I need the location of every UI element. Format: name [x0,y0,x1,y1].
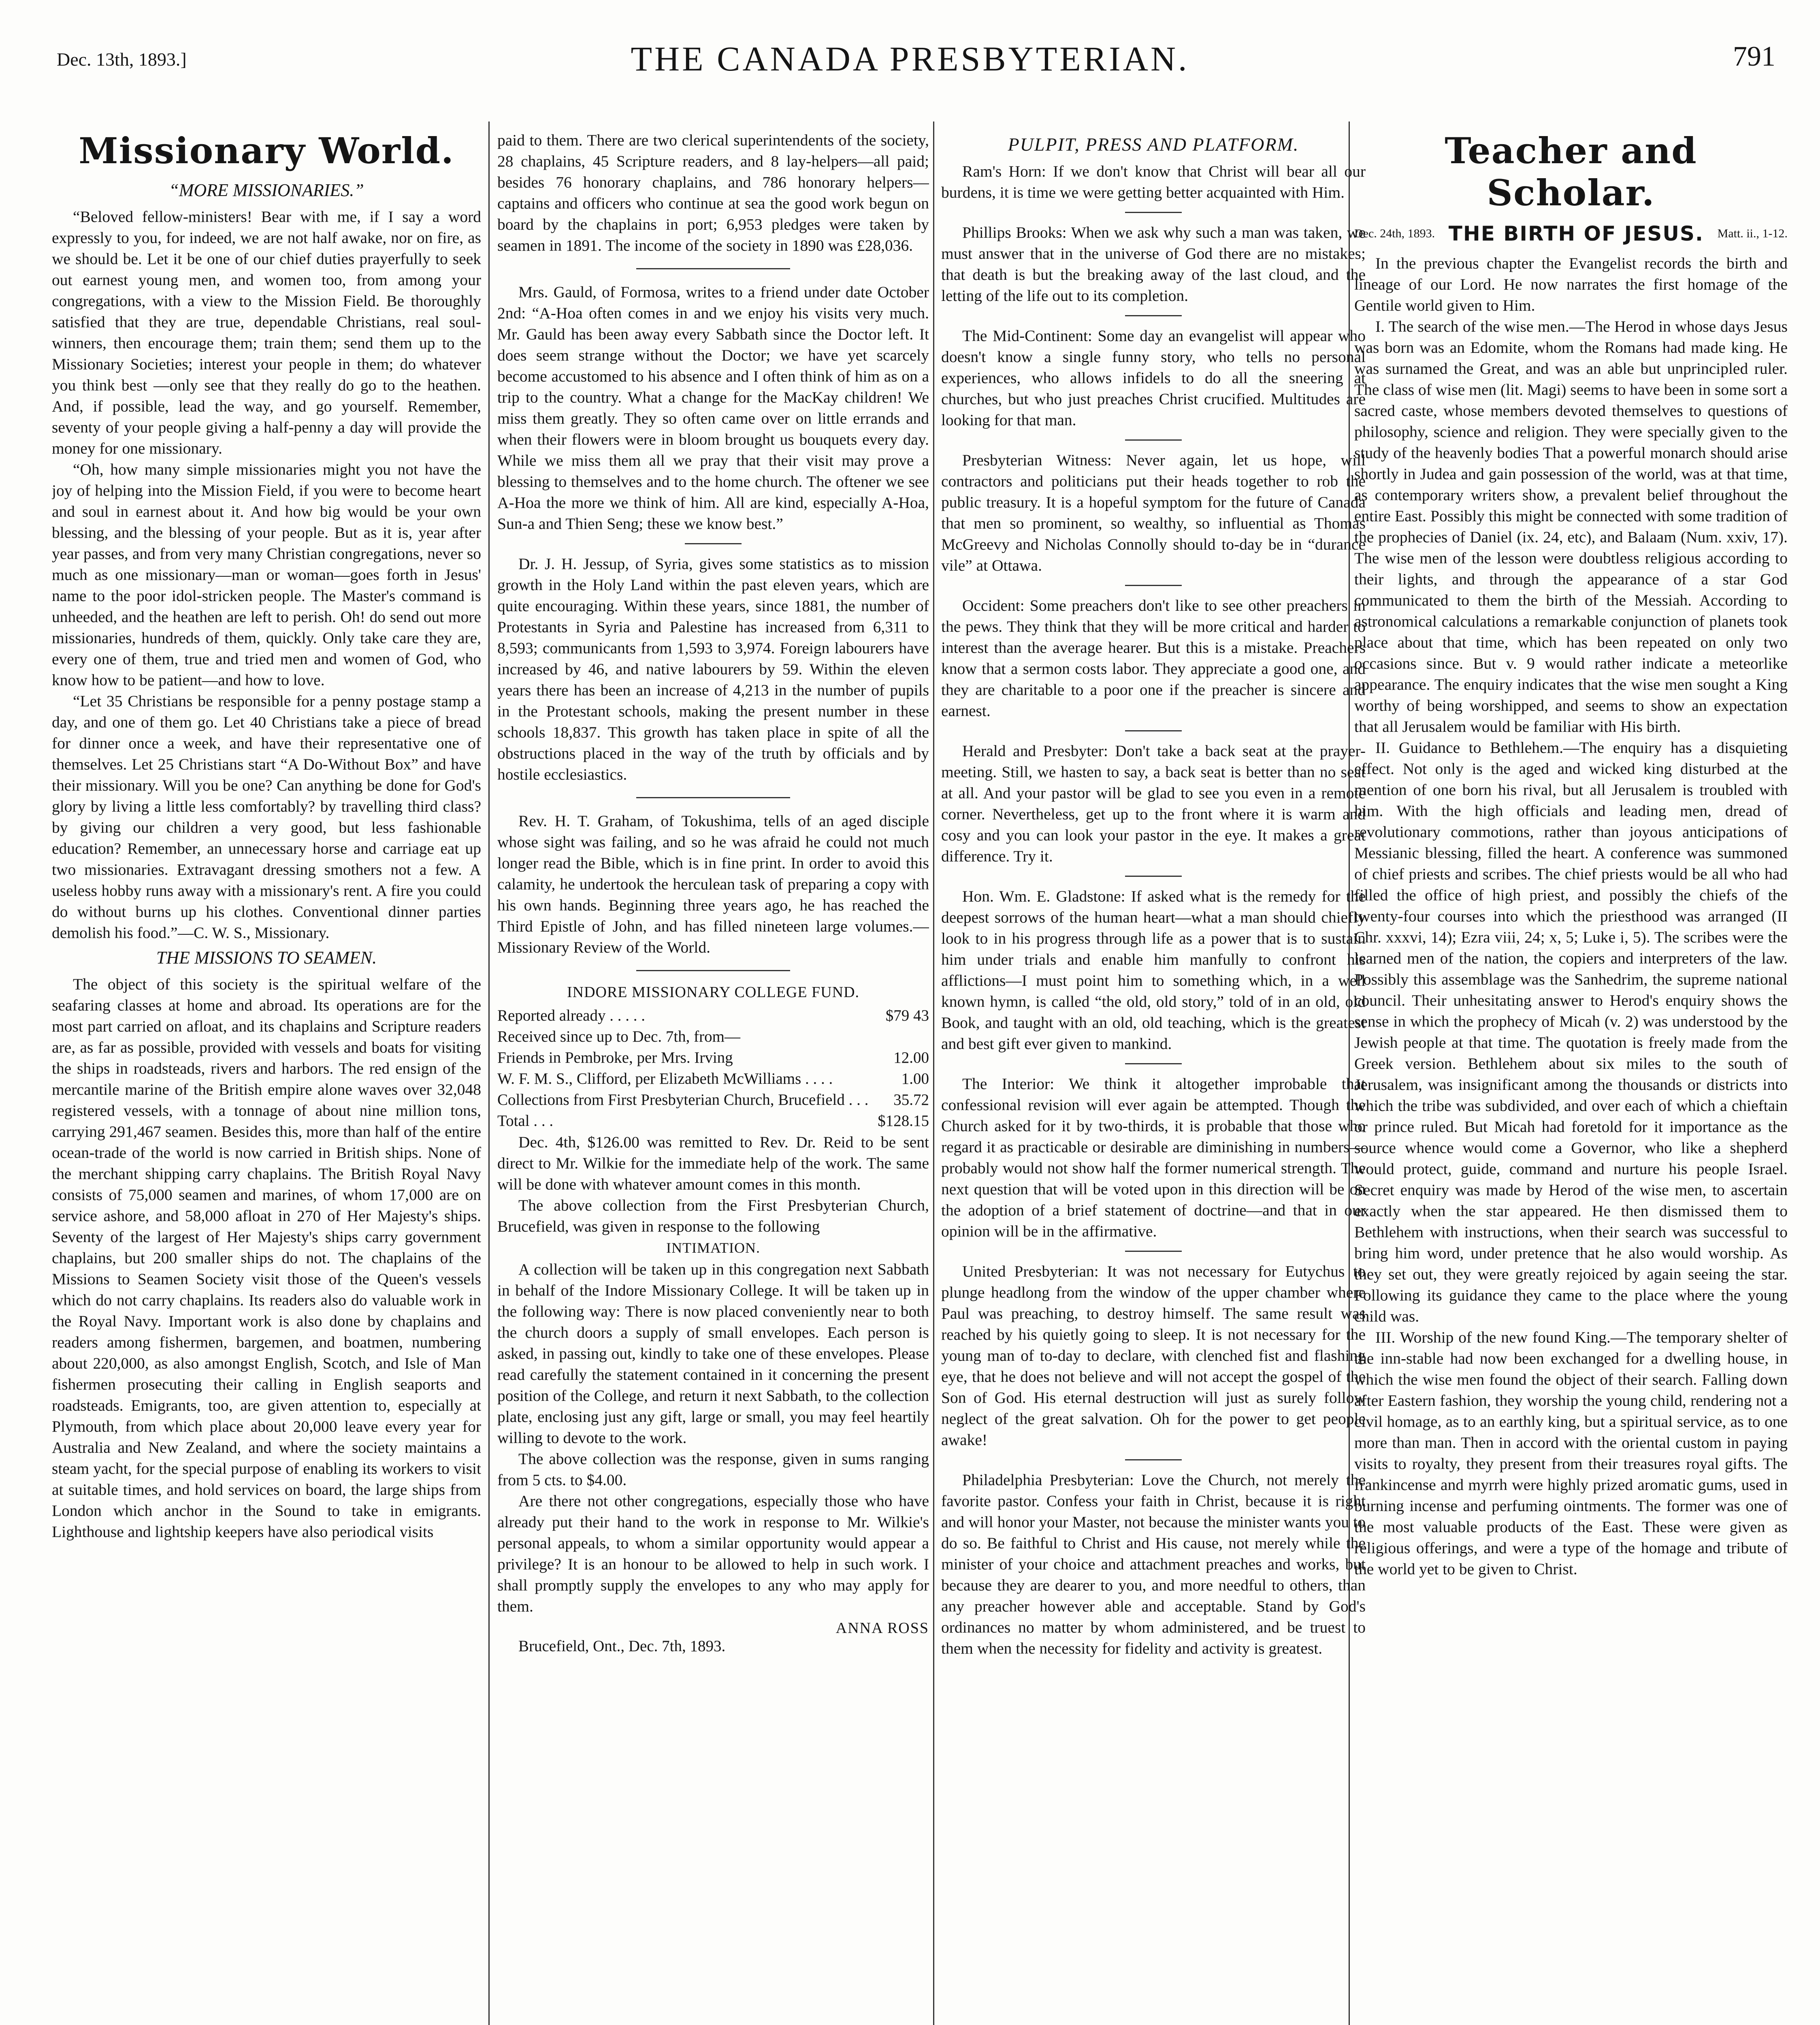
fund-amount: 1.00 [901,1070,929,1087]
column-teacher-scholar [1354,130,1788,1580]
intimation-heading: INTIMATION. [666,1240,760,1256]
fund-label: W. F. M. S., Clifford, per Elizabeth McWilliams . . . . [497,1070,833,1087]
divider [1125,730,1182,731]
issue-date: Dec. 13th, 1893.] [57,49,187,70]
paragraph: The above collection was the response, given in sums ranging from 5 cts. to $4.00. [497,1450,929,1489]
fund-label: Collections from First Presbyterian Church, Brucefield . . . [497,1091,869,1108]
quote-paragraph: Herald and Presbyter: Don't take a back seat at the prayer-meeting. Still, we hasten to say, a back seat is better than no seat at all. And your pastor will be glad to see you even in a remote corner. Nevertheless, get up to the front where it is warm and cosy and you can look your pastor in the eye. It makes a great difference. Try it. [941,742,1366,865]
divider [685,543,742,544]
paragraph: Rev. H. T. Graham, of Tokushima, tells of an aged disciple whose sight was failing, and so he was afraid he could not much longer read the Bible, which is in fine print. In order to avoid this calamity, he undertook the herculean task of preparing a copy with his own hands. Beginning three years ago, he has reached the Third Epistle of John, and has filled nineteen large volumes.—Missionary Review of the World. [497,812,929,956]
lesson-date: Dec. 24th, 1893. [1354,227,1435,240]
column-missionary-world [52,130,481,1542]
fund-table [497,1005,929,1132]
paragraph: “Beloved fellow-ministers! Bear with me, if I say a word expressly to you, for indeed, we are not half awake, nor on fire, as we should be. Let it be one of our chief duties prayerfully to seek out earnest young men, and women too, from among your congregations, with a view to the Mission Field. Be thoroughly satisfied that they are true, dependable Christians, real soul-winners, then encourage them; train them; send them up to the Missionary Societies; interest your people in them; do whatever you think best —only see that they really do go to the heathen. And, if possible, lead the way, and go yourself. Remember, seventy of your people giving a half-penny a day will provide the money for one missionary. [52,208,481,457]
divider [1125,315,1182,316]
paragraph: A collection will be taken up in this congregation next Sabbath in behalf of the Indore Missionary College. It will be taken up in the following way: There is now placed conveniently near to both the church doors a supply of small envelopes. Each person is asked, in passing out, kindly to take one of these envelopes. Please read carefully the statement contained in it concerning the present position of the College, and return it next Sabbath, to the collection plate, enclosing just any gift, large or small, you may feel heartily willing to devote to the work. [497,1260,929,1447]
column-rule [488,122,490,2025]
fund-title: INDORE MISSIONARY COLLEGE FUND. [567,984,860,1001]
quote-paragraph: Occident: Some preachers don't like to see other preachers in the pews. They think that they will be more critical and harder to interest than the average hearer. But this is a mistake. Preachers know that a sermon costs labor. They appreciate a good one, and they are charitable to a poor one if the preacher is sincere and earnest. [941,597,1366,720]
divider [1125,439,1182,441]
section-heading: Missionary World. [79,130,454,172]
fund-label: Reported already . . . . . [497,1007,645,1024]
lesson-title: THE BIRTH OF JESUS. [1448,222,1704,245]
fund-amount: $79 43 [885,1007,929,1024]
lesson-header [1354,222,1788,245]
fund-label: Friends in Pembroke, per Mrs. Irving [497,1049,733,1066]
divider [1125,1459,1182,1460]
quote-paragraph: The Mid-Continent: Some day an evangelist will appear who doesn't know a single funny story, who tells no personal experiences, who allows infidels to do all the sneering at churches, but who just preaches Christ crucified. Multitudes are looking for that man. [941,327,1366,429]
column-rule [933,122,934,2025]
paragraph: Dr. J. H. Jessup, of Syria, gives some statistics as to mission growth in the Holy Land within the past eleven years, which are quite encouraging. Within these years, since 1881, the number of Protestants in Syria and Palestine has increased from 6,311 to 8,593; communicants from 1,593 to 3,974. Foreign labourers have increased by 46, and native labourers by 59. Within the eleven years there has been an increase of 4,213 in the number of pupils in the Protestant schools, making the present number in these schools 18,837. This growth has taken place in spite of all the obstructions placed in the way of the truth by officials and by hostile ecclesiastics. [497,555,929,783]
fund-amount [872,1026,929,1047]
column-pulpit-press [941,130,1366,1659]
fund-amount: $128.15 [878,1112,929,1130]
quote-paragraph: United Presbyterian: It was not necessary for Eutychus to plunge headlong from the window of the upper chamber where Paul was preaching, to destroy himself. The same result was reached by his quietly going to sleep. It is not necessary for the young man of to-day to declare, with clenched fist and flashing eye, that he does not believe and will not accept the gospel of the Son of God. His eternal destruction will just as surely follow neglect of the great salvation. Oh for the power to get people awake! [941,1262,1366,1449]
fund-amount: 12.00 [893,1049,929,1066]
quote-paragraph: Ram's Horn: If we don't know that Christ will bear all our burdens, it is time we were getting better acquainted with Him. [941,162,1366,201]
paragraph: paid to them. There are two clerical superintendents of the society, 28 chaplains, 45 Scripture readers, and 8 lay-helpers—all paid; besides 76 honorary chaplains, and 786 honorary helpers—captains and officers who continue at sea the good work begun on board by the chaplains in port; 6,953 pledges were taken by seamen in 1891. The income of the society in 1890 was £28,036. [497,131,929,254]
divider [636,797,790,798]
quote-paragraph: Hon. Wm. E. Gladstone: If asked what is the remedy for the deepest sorrows of the human heart—what a man should chiefly look to in his progress through life as a power that is to sustain him under trials and enable him manfully to confront his afflictions—I must point him to something which, in a well known hymn, is called “the old, old story,” told of in an old, old Book, and taught with an old, old teaching, which is the greatest and best gift ever given to mankind. [941,887,1366,1053]
fund-row [497,1047,929,1068]
divider [636,268,790,269]
lesson-reference: Matt. ii., 1-12. [1717,227,1788,240]
paragraph: The above collection from the First Presbyterian Church, Brucefield, was given in response to the following [497,1196,929,1235]
column-missions-continued [497,130,929,1655]
quote-paragraph: Presbyterian Witness: Never again, let us hope, will contractors and politicians put their heads together to rob the public treasury. It is a hopeful symptom for the future of Canada that men so prominent, so wealthy, so influential as Thomas McGreevy and Nicholas Connolly should to-day be in “durance vile” at Ottawa. [941,451,1366,574]
paragraph: Dec. 4th, $126.00 was remitted to Rev. Dr. Reid to be sent direct to Mr. Wilkie for the immediate help of the work. The same will be done with whatever amount comes in this month. [497,1133,929,1193]
fund-amount: 35.72 [893,1091,929,1108]
masthead-title: THE CANADA PRESBYTERIAN. [631,39,1189,78]
divider [1125,876,1182,877]
quote-paragraph: Philadelphia Presbyterian: Love the Church, not merely the favorite pastor. Confess your faith in Christ, because it is right and will honor your Master, not because the minister wants you to do so. Be faithful to Christ and His cause, not merely while the minister of your choice and attachment preaches and works, but because they are dearer to you, and more needful to others, than any preacher however able and acceptable. Stand by God's ordinances no matter by whom administered, and be truest to them when the necessity for fidelity and activity is greatest. [941,1471,1366,1657]
divider [1125,212,1182,213]
paragraph: III. Worship of the new found King.—The temporary shelter of the inn-stable had now been exchanged for a dwelling house, in which the wise men found the object of their search. Falling down after Eastern fashion, they worship the young child, rendering not a civil homage, as to an earthly king, but a spiritual service, as to one more than man. Then in accord with the oriental custom in paying visits to royalty, they present from their treasures royal gifts. The frankincense and myrrh were highly prized aromatic gums, used in burning incense and perfuming ointments. The former was one of the most valuable products of the East. These were given as religious offerings, and were a type of the homage and tribute of the world yet to be given to Christ. [1354,1328,1788,1578]
paragraph: The object of this society is the spiritual welfare of the seafaring classes at home and abroad. Its operations are for the most part carried on afloat, and its chaplains and Scripture readers are, as far as possible, provided with vessels and boats for visiting the ships in roadsteads, rivers and harbors. The red ensign of the mercantile marine of the British empire alone waves over 32,048 registered vessels, with a tonnage of about nine million tons, carrying 291,467 seamen. Besides this, more than half of the entire ocean-trade of the world is now carried in British ships. None of the merchant shipping carry chaplains. The British Royal Navy consists of 75,000 seamen and marines, of whom 17,000 are on service ashore, and 58,000 afloat in 270 of Her Majesty's ships. Seventy of the largest of Her Majesty's ships carry government chaplains, but 200 smaller ships do not. The chaplains of the Missions to Seamen Society visit those of the Queen's vessels which do not carry chaplains. Its readers also do valuable work in the Royal Navy. Important work is also done by chaplains and readers among fishermen, bargemen, and boatmen, numbering about 220,000, as also amongst English, Scotch, and Isle of Man fishermen prosecuting their calling in English seaports and roadsteads. Emigrants, too, are given attention to, especially at Plymouth, from which place about 20,000 leave every year for Australia and New Zealand, and where the society maintains a steam yacht, for the special purpose of enabling its workers to visit at suitable times, and hold services on board, the large ships from London which anchor in the Sound to take in emigrants. Lighthouse and lightship keepers have also periodical visits [52,975,481,1541]
fund-row [497,1068,929,1089]
page-number: 791 [1733,41,1775,72]
dateline: Brucefield, Ont., Dec. 7th, 1893. [518,1637,726,1655]
paragraph: “Let 35 Christians be responsible for a penny postage stamp a day, and one of them go. Let 40 Christians take a piece of bread for dinner once a week, and have their representative one of themselves. Let 25 Christians start “A Do-Without Box” and have their missionary. Will you be one? Can anything be done for God's glory by living a little less comfortably? by travelling third class? by giving our children a very good, but less fashionable education? Remember, an unnecessary horse and carriage eat up two missionaries. Extravagant dressing smothers not a few. A useless hobby runs away with a missionary's rent. A fire you could do without burns up his clothes. Conventional dinner parties demolish his food.”—C. W. S., Missionary. [52,692,481,942]
divider [1125,1063,1182,1064]
fund-label: Total . . . [497,1112,554,1130]
article-title: “MORE MISSIONARIES.” [169,180,364,200]
signature: ANNA ROSS [835,1620,929,1637]
article-title: THE MISSIONS TO SEAMEN. [156,948,377,968]
paragraph: Are there not other congregations, especially those who have already put their hand to the work in response to Mr. Wilkie's personal appeals, to whom a similar opportunity would appear a privilege? It is an honour to be allowed to help in such work. I shall promptly supply the envelopes to any who may apply for them. [497,1492,929,1615]
divider [1125,585,1182,586]
section-heading: PULPIT, PRESS AND PLATFORM. [1008,134,1299,155]
fund-row [497,1089,929,1111]
fund-row [497,1026,929,1047]
divider [1125,1251,1182,1252]
paragraph: I. The search of the wise men.—The Herod in whose days Jesus was born was an Edomite, whom the Romans had made king. He was surnamed the Great, and was an able but unprincipled ruler. The class of wise men (lit. Magi) seems to have been in some sort a sacred caste, whose members devoted themselves to questions of philosophy, science and religion. They were specially given to the study of the heavenly bodies That a powerful monarch should arise shortly in Judea and gain possession of the world, was at that time, as contemporary writers show, a prevalent belief throughout the entire East. Possibly this might be connected with some tradition of the prophecies of Daniel (ix. 24, etc), and Balaam (Num. xxiv, 17). The wise men of the lesson were doubtless religious according to their lights, and through the appearance of a star God communicated to them the birth of the Messiah. According to astronomical calculations a remarkable conjunction of planets took place about that time, which has been repeated on only two occasions since. But v. 9 would rather indicate a meteorlike appearance. The enquiry indicates that the wise men sought a King worthy of being worshipped, and seems to show an expectation that all Jerusalem would be familiar with His birth. [1354,318,1788,735]
quote-paragraph: The Interior: We think it altogether improbable that confessional revision will ever again be attempted. Though the Church asked for it by two-thirds, it is probable that those who regard it as practicable or desirable are diminishing in numbers—probably would not show half the former numerical strength. The next question that will be voted upon in this direction will be on the adoption of a brief statement of doctrine—and that in our opinion will be in the affirmative. [941,1075,1366,1240]
fund-label: Received since up to Dec. 7th, from— [497,1028,740,1045]
paragraph: “Oh, how many simple missionaries might you not have the joy of helping into the Mission Field, if you were to become heart and soul in earnest about it. And how big would be your own blessing, and the blessing of your people. But as it is, year after year passes, and from very many Christian congregations, never so much as one missionary—man or woman—goes forth in Jesus' name to the poor idol-stricken people. The Master's command is unheeded, and the heathen are left to perish. Oh! do send out more missionaries, hundreds of them, quickly. Only take care they are, every one of them, true and tried men and women of God, who know how to be patient—and how to love. [52,460,481,689]
paragraph: In the previous chapter the Evangelist records the birth and lineage of our Lord. He now narrates the first homage of the Gentile world given to Him. [1354,254,1788,314]
section-heading: Teacher and Scholar. [1445,130,1697,214]
fund-row [497,1111,929,1132]
divider [636,970,790,971]
paragraph: Mrs. Gauld, of Formosa, writes to a friend under date October 2nd: “A-Hoa often comes in and we enjoy his visits very much. Mr. Gauld has been away every Sabbath since the Doctor left. It does seem strange without the Doctor; we have yet scarcely become accustomed to his absence and I often think of him as on a trip to the country. What a change for the MacKay children! We miss them greatly. They so often came over on little errands and when their flowers were in bloom brought us bouquets every day. While we miss them all we pray that their visit may prove a blessing to themselves and to the home church. The oftener we see A-Hoa the more we think of him. All are kind, especially A-Hoa, Sun-a and Thien Seng; these we know best.” [497,283,929,533]
quote-paragraph: Phillips Brooks: When we ask why such a man was taken, we must answer that in the universe of God there are no mistakes; that death is but the breaking away of the last cloud, and the letting of the life out to its completion. [941,224,1366,305]
quotes-list [941,161,1366,1659]
paragraph: II. Guidance to Bethlehem.—The enquiry has a disquieting effect. Not only is the aged and wicked king disturbed at the mention of one born his rival, but all Jerusalem is troubled with him. With the high officials and leading men, dread of revolutionary commotions, rather than joyous anticipations of Messianic blessing, filled the heart. A conference was summoned of chief priests and scribes. The chief priests would be all who had filled the office of high priest, and possibly the chiefs of the twenty-four courses into which the priesthood was arranged (II Chr. xxxvi, 14); Ezra viii, 24; x, 5; Luke i, 5). The scribes were the learned men of the nation, the copiers and interpreters of the law. Possibly this assemblage was the Sanhedrim, the supreme national council. Their unhesitating answer to Herod's enquiry shows the sense in which the prophecy of Micah (v. 2) was understood by the Jewish people at that time. The quotation is freely made from the Greek version. Bethlehem about six miles to the south of Jerusalem, was insignificant among the thousands or districts into which the tribe was subdivided, and over each of which a chieftain or prince ruled. But Micah had foretold for it importance as the source whence would come a Governor, who like a shepherd would protect, guide, command and nurture his people Israel. Secret enquiry was made by Herod of the wise men, to ascertain exactly when the star appeared. He then dismissed them to Bethlehem with instructions, when their search was successful to bring him word, under pretence that he also would worship. As they set out, they were greatly rejoiced by again seeing the star. Following its guidance they came to the place where the young child was. [1354,739,1788,1325]
fund-row [497,1005,929,1026]
